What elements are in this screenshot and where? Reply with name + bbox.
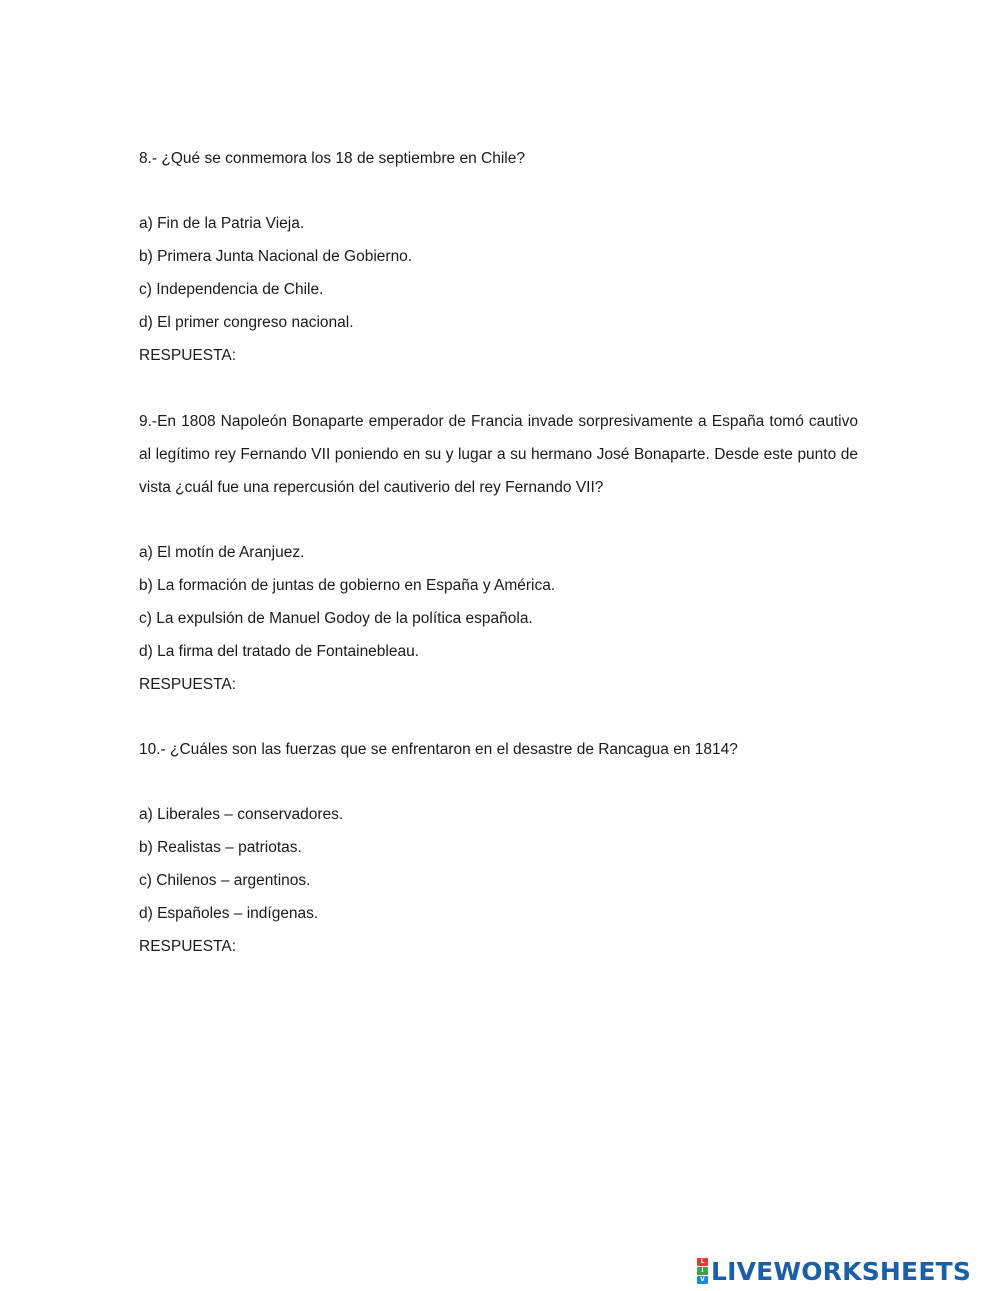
logo-square-v: V [697,1276,708,1284]
question-8-prompt: 8.- ¿Qué se conmemora los 18 de septiembre en Chile? [139,150,525,167]
question-8-option-d: d) El primer congreso nacional. [139,314,354,331]
question-9-option-d: d) La firma del tratado de Fontainebleau. [139,643,420,660]
question-9-option-c: c) La expulsión de Manuel Godoy de la política española. [139,610,533,627]
question-8-option-b: b) Primera Junta Nacional de Gobierno. [139,248,413,265]
question-10-option-c: c) Chilenos – argentinos. [139,872,311,889]
question-10-option-b: b) Realistas – patriotas. [139,839,302,856]
question-10-answer-label: RESPUESTA: [139,938,237,955]
question-9-prompt: 9.-En 1808 Napoleón Bonaparte emperador de Francia invade sorpresivamente a España tomó cautivo al legítimo rey Fernando VII poniendo en su y lugar a su hermano José Bonaparte. Desde este punto de vista ¿cuál fue una repercusión del cautiverio del rey Fernando VII? [139,413,858,496]
question-8-answer-label: RESPUESTA: [139,347,237,364]
question-10-option-a: a) Liberales – conservadores. [139,806,344,823]
logo-text: LIVEWORKSHEETS [711,1256,972,1286]
question-8-option-a: a) Fin de la Patria Vieja. [139,215,305,232]
question-8-option-c: c) Independencia de Chile. [139,281,324,298]
logo-square-i: I [697,1267,708,1275]
question-9-answer-label: RESPUESTA: [139,676,237,693]
liveworksheets-logo [697,1256,971,1286]
question-9-option-b: b) La formación de juntas de gobierno en España y América. [139,577,556,594]
logo-square-l: L [697,1258,708,1266]
question-10-prompt: 10.- ¿Cuáles son las fuerzas que se enfrentaron en el desastre de Rancagua en 1814? [139,741,738,758]
logo-icon [697,1258,708,1284]
question-10-option-d: d) Españoles – indígenas. [139,905,319,922]
question-9-option-a: a) El motín de Aranjuez. [139,544,305,561]
